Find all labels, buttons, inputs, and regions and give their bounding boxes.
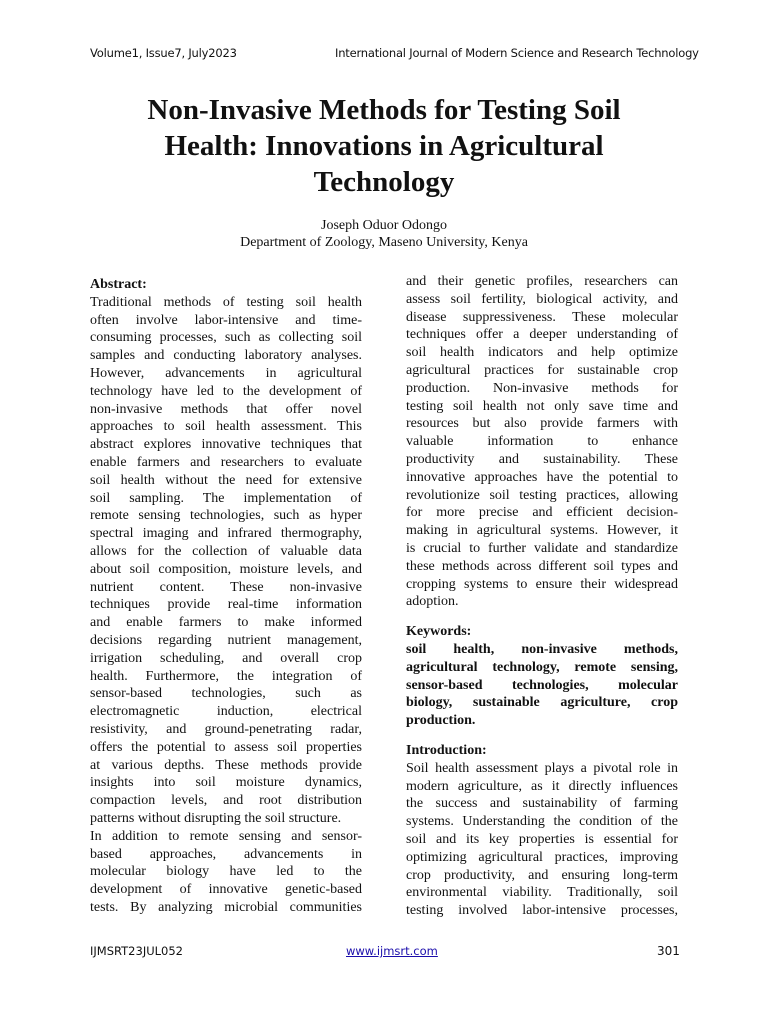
text-line: soil health indicators and help optimize: [406, 345, 678, 361]
text-line: insights into soil moisture dynamics,: [90, 775, 362, 791]
text-line: irrigation scheduling, and overall crop: [90, 650, 362, 666]
right-column: [406, 273, 678, 920]
keywords-list: [406, 641, 678, 730]
text-line: cropping systems to ensure their widespread: [406, 576, 678, 592]
text-line: soil and its key properties is essential for: [406, 831, 678, 847]
text-line: abstract explores innovative techniques that: [90, 437, 362, 453]
text-line: assess soil fertility, biological activity, and: [406, 291, 678, 307]
text-line: productivity and sustainability. These: [406, 451, 678, 467]
text-line: agricultural technology, remote sensing,: [406, 659, 678, 675]
text-line: decisions regarding nutrient management,: [90, 632, 362, 648]
text-line: production.: [406, 713, 476, 729]
text-line: offers the potential to assess soil properties: [90, 739, 362, 755]
text-line: testing soil health not only save time and: [406, 398, 678, 414]
title-line: Technology: [313, 166, 455, 198]
abstract-body-continued: [406, 273, 678, 611]
text-line: health. Furthermore, the integration of: [90, 668, 362, 684]
text-line: optimizing agricultural practices, improving: [406, 849, 678, 865]
text-line: adoption.: [406, 594, 459, 610]
text-line: testing involved labor-intensive processes,: [406, 903, 678, 919]
text-line: revolutionize soil testing practices, allowing: [406, 487, 678, 503]
title-line: Non-Invasive Methods for Testing Soil: [147, 94, 621, 126]
text-line: electromagnetic induction, electrical: [90, 704, 362, 720]
text-line: compaction levels, and root distribution: [90, 793, 362, 809]
text-line: sensor-based technologies, molecular: [406, 677, 678, 693]
text-line: consuming processes, such as collecting soil: [90, 330, 362, 346]
text-line: Soil health assessment plays a pivotal role in: [406, 760, 678, 776]
text-line: modern agriculture, as it directly influences: [406, 778, 678, 794]
text-line: for more precise and efficient decision-: [406, 505, 678, 521]
left-column: [90, 276, 362, 917]
text-line: techniques provide real-time information: [90, 597, 362, 613]
introduction-heading: Introduction:: [406, 742, 487, 758]
text-line: biology, sustainable agriculture, crop: [406, 695, 678, 711]
text-line: However, advancements in agricultural: [90, 365, 362, 381]
abstract-body: [90, 294, 362, 917]
footer-article-code: IJMSRT23JUL052: [90, 944, 183, 958]
text-line: remote sensing technologies, such as hyper: [90, 508, 362, 524]
paper-title: [90, 92, 678, 200]
text-line: environmental viability. Traditionally, soil: [406, 885, 678, 901]
text-line: soil health without the need for extensive: [90, 472, 362, 488]
text-line: is crucial to further validate and standardize: [406, 540, 678, 556]
text-line: technology have led to the development of: [90, 383, 362, 399]
text-line: non-invasive methods that offer novel: [90, 401, 362, 417]
text-line: In addition to remote sensing and sensor-: [90, 828, 362, 844]
keywords-heading: Keywords:: [406, 624, 472, 640]
text-line: innovative approaches have the potential to: [406, 469, 678, 485]
header-journal: International Journal of Modern Science and Research Technology: [335, 46, 699, 60]
text-line: approaches to soil health assessment. This: [90, 419, 362, 435]
text-line: at various depths. These methods provide: [90, 757, 362, 773]
text-line: Traditional methods of testing soil health: [90, 294, 362, 310]
text-line: resistivity, and ground-penetrating radar,: [90, 721, 362, 737]
text-line: these methods across different soil types and: [406, 558, 678, 574]
footer-website-link[interactable]: www.ijmsrt.com: [346, 944, 438, 958]
text-line: valuable information to enhance: [406, 434, 678, 450]
text-line: agricultural practices for sustainable crop: [406, 362, 678, 378]
text-line: and enable farmers to make informed: [90, 615, 362, 631]
text-line: development of innovative genetic-based: [90, 882, 362, 898]
text-line: samples and conducting laboratory analyses.: [90, 348, 362, 364]
page-number: 301: [657, 944, 680, 958]
author-affiliation: Department of Zoology, Maseno University, Kenya: [240, 235, 528, 250]
text-line: patterns without disrupting the soil structure.: [90, 810, 342, 826]
text-line: resources but also provide farmers with: [406, 416, 678, 432]
title-line: Health: Innovations in Agricultural: [164, 130, 604, 162]
text-line: disease suppressiveness. These molecular: [406, 309, 678, 325]
text-line: nutrient content. These non-invasive: [90, 579, 362, 595]
text-line: the success and sustainability of farming: [406, 796, 678, 812]
abstract-heading: Abstract:: [90, 277, 147, 292]
text-line: soil sampling. The implementation of: [90, 490, 362, 506]
text-line: sensor-based technologies, such as: [90, 686, 362, 702]
text-line: allows for the collection of valuable data: [90, 543, 362, 559]
text-line: spectral imaging and infrared thermography,: [90, 526, 362, 542]
text-line: often involve labor-intensive and time-: [90, 312, 362, 328]
text-line: systems. Understanding the condition of the: [406, 814, 678, 830]
text-line: crop productivity, and ensuring long-term: [406, 867, 678, 883]
introduction-body: [406, 760, 678, 920]
text-line: techniques offer a deeper understanding of: [406, 327, 678, 343]
header-volume: Volume1, Issue7, July2023: [90, 46, 237, 60]
text-line: and their genetic profiles, researchers can: [406, 274, 678, 289]
text-line: tests. By analyzing microbial communities: [90, 899, 362, 915]
text-line: enable farmers and researchers to evaluate: [90, 454, 362, 470]
text-line: production. Non-invasive methods for: [406, 380, 678, 396]
author-name: Joseph Oduor Odongo: [321, 218, 447, 233]
text-line: molecular biology have led to the: [90, 864, 362, 880]
text-line: about soil composition, moisture levels, and: [90, 561, 362, 577]
text-line: soil health, non-invasive methods,: [406, 641, 678, 657]
text-line: based approaches, advancements in: [90, 846, 362, 862]
text-line: making in agricultural systems. However, it: [406, 523, 678, 539]
